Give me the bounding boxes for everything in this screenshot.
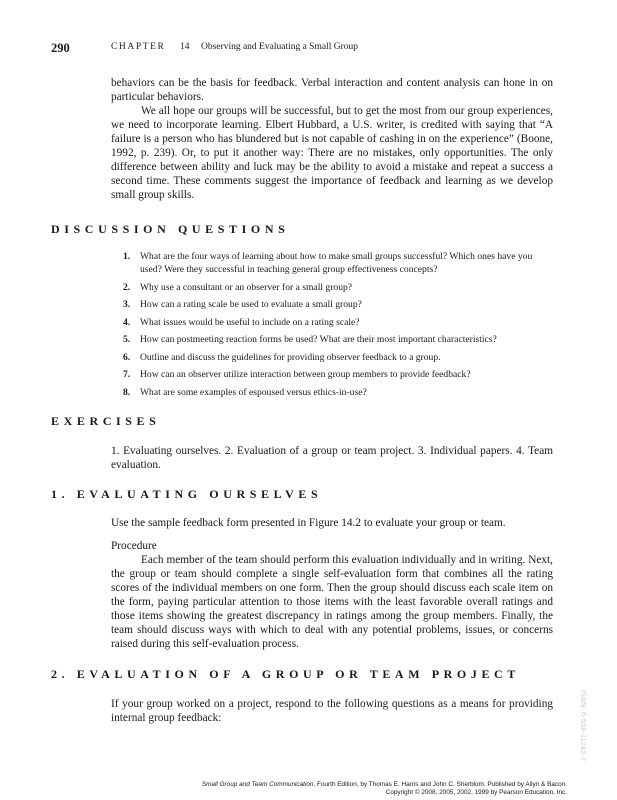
section-1-instruction (111, 516, 553, 530)
question-text: How can a rating scale be used to evaluate a small group? (140, 299, 362, 310)
question-text: Why use a consultant or an observer for a small group? (140, 281, 353, 293)
exercises-list-text: 1. Evaluating ourselves. 2. Evaluation of a group or team project. 3. Individual papers. 4. Team evaluation. (111, 445, 553, 471)
section-1-procedure (111, 539, 553, 651)
list-item (123, 386, 555, 399)
list-item (123, 368, 555, 381)
list-item (123, 333, 555, 346)
section-1-heading: 1. EVALUATING OURSELVES (51, 487, 323, 501)
section-2-text (111, 697, 553, 725)
section-2-heading: 2. EVALUATION OF A GROUP OR TEAM PROJECT (51, 667, 520, 681)
isbn-watermark: ISBN: 0-558-11282-7 (579, 690, 586, 762)
question-number: 7. (123, 369, 131, 380)
question-text: Outline and discuss the guidelines for providing observer feedback to a group. (140, 351, 441, 363)
discussion-heading: DISCUSSION QUESTIONS (51, 222, 290, 236)
chapter-title: Observing and Evaluating a Small Group (201, 42, 358, 52)
footer-line-1 (100, 781, 567, 789)
question-number: 5. (123, 334, 131, 345)
question-number: 4. (123, 316, 131, 328)
procedure-label: Procedure (111, 540, 157, 552)
chapter-number: 14 (180, 42, 190, 52)
list-item (123, 281, 555, 294)
question-number: 8. (123, 386, 131, 398)
list-item (123, 250, 555, 276)
intro-paragraph-2: We all hope our groups will be successful, but to get the most from our group experiences, we need to incorporate learning. Elbert Hubbard, a U.S. writer, is credited with saying that “A failure is a person who has blundered but is not capable of cashing in on the experience” (Boone, 1992, p. 239). Or, to put it another way: There are no mistakes, only opportunities. The only difference between ability and luck may be the ability to avoid a mistake and repeat a success a second time. These comments suggest the importance of feedback and learning as we develop small group skills. (111, 105, 553, 201)
question-number: 1. (123, 251, 131, 262)
section-2-paragraph: If your group worked on a project, respond to the following questions as a means for providing internal group feedback: (111, 698, 553, 724)
procedure-text: Each member of the team should perform this evaluation individually and in writing. Next, the group or team should complete a single self-evaluation form that combines all the rating scores of the individual members on one form. Then the group should discuss each scale item on the form, paying particular attention to those items with the least favorable overall ratings and those items showing the greatest discrepancy in ratings among the group members. Finally, the team should discuss ways with which to deal with any potential problems, issues, or concerns raised during this self-evaluation process. (111, 554, 553, 650)
list-item (123, 351, 555, 364)
question-text: What are some examples of espoused versus ethics-in-use? (140, 386, 367, 398)
chapter-label: CHAPTER (111, 42, 166, 52)
intro-paragraph-1: behaviors can be the basis for feedback. Verbal interaction and content analysis can hone in on particular behaviors. (111, 77, 553, 103)
footer-line-1-rest: , Fourth Edition, by Thomas E. Harris and John C. Sherblom. Published by Allyn & Bacon. (313, 781, 567, 788)
question-text: What issues would be useful to include on a rating scale? (140, 316, 360, 328)
question-number: 2. (123, 281, 131, 293)
section-1-instruction-text: Use the sample feedback form presented in Figure 14.2 to evaluate your group or team. (111, 517, 506, 529)
copyright-footer (100, 781, 567, 796)
exercises-heading: EXERCISES (51, 414, 161, 428)
running-head (0, 41, 617, 55)
footer-book-title: Small Group and Team Communication (201, 781, 314, 788)
footer-line-2: Copyright © 2008, 2005, 2002, 1999 by Pearson Education, Inc. (385, 788, 567, 796)
question-number: 3. (123, 299, 131, 310)
page-number: 290 (51, 41, 70, 55)
exercises-list (111, 444, 553, 472)
list-item (123, 316, 555, 329)
question-number: 6. (123, 351, 131, 363)
question-text: How can an observer utilize interaction between group members to provide feedback? (140, 369, 471, 380)
discussion-questions-list (123, 250, 555, 403)
question-text: What are the four ways of learning about how to make small groups successful? Which ones have you used? Were they successful in teaching general group effectiveness concepts? (140, 251, 533, 275)
list-item (123, 298, 555, 311)
intro-text (111, 76, 553, 202)
question-text: How can postmeeting reaction forms be used? What are their most important characteristics? (140, 334, 497, 345)
